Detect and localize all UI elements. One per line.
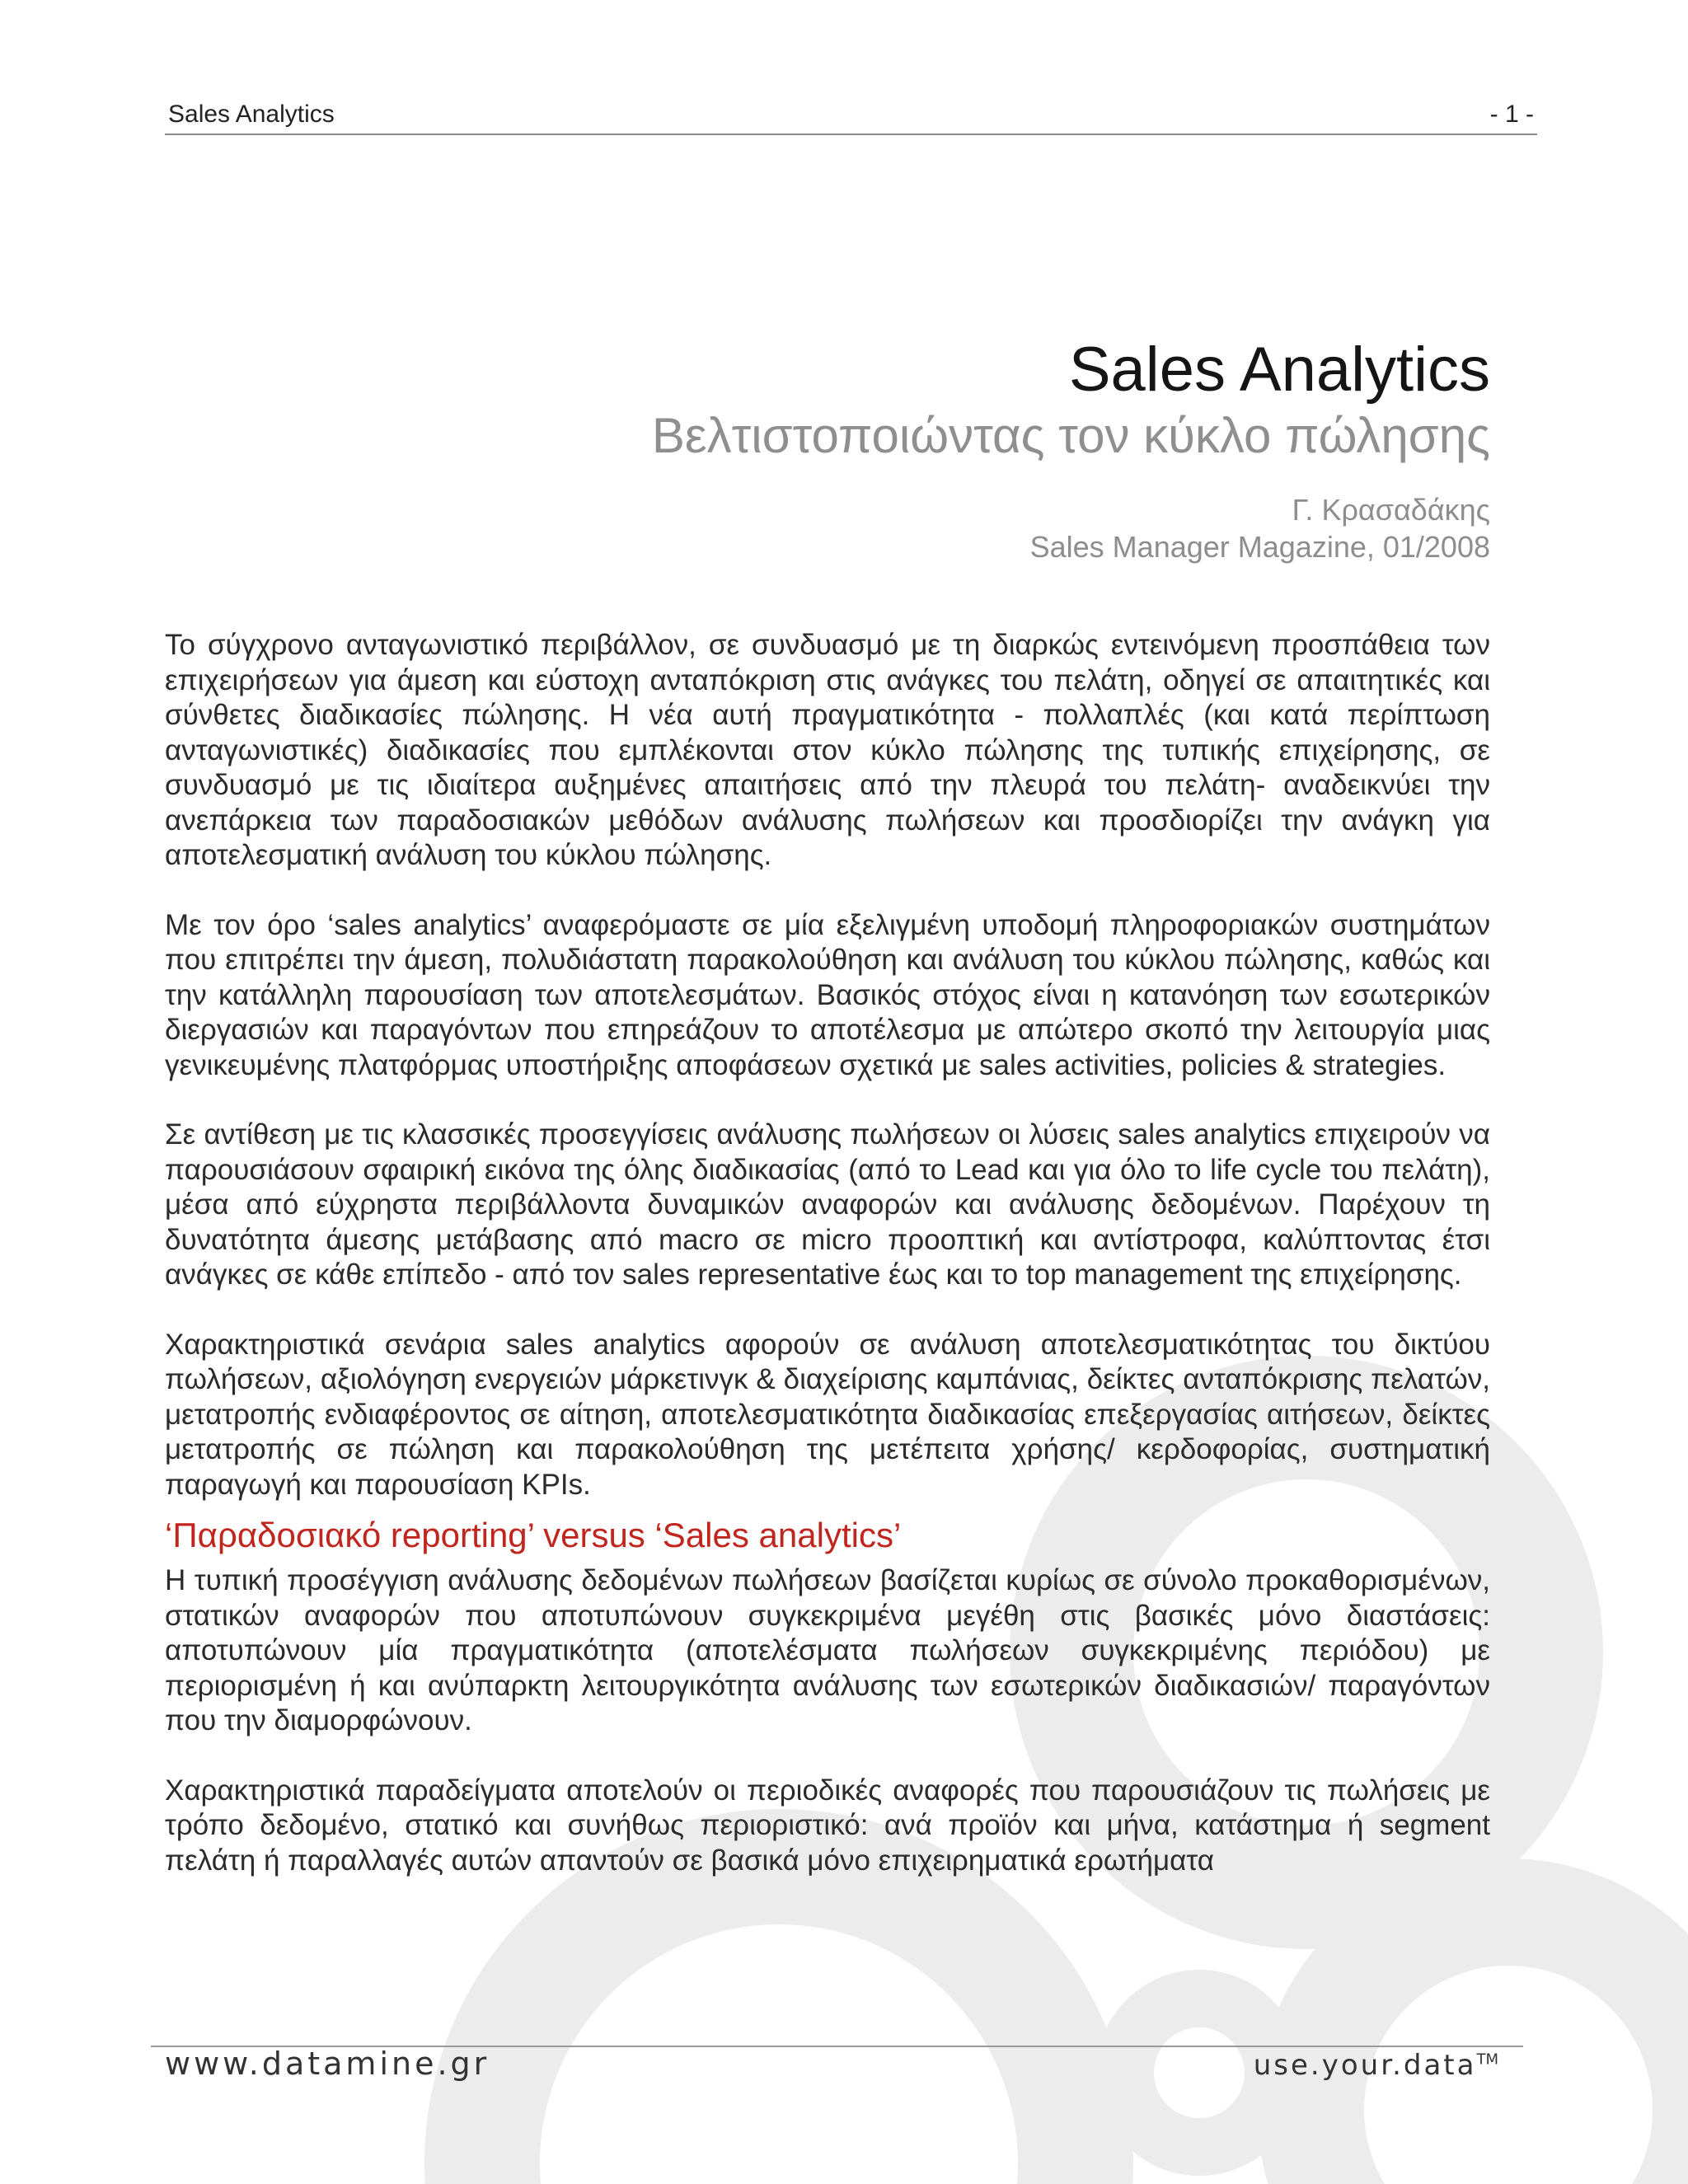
body-paragraph: Σε αντίθεση με τις κλασσικές προσεγγίσεις ανάλυσης πωλήσεων οι λύσεις sales analytics επιχειρούν να παρουσιάσουν σφαιρική εικόνα της όλης διαδικασίας (από το Lead και για όλο το life cycle του πελάτη), μέσα από εύχρηστα περιβάλλοντα δυναμικών αναφορών και ανάλυσης δεδομένων. Παρέχουν τη δυνατότητα άμεσης μετάβασης από macro σε micro προοπτική και αντίστροφα, καλύπτοντας έτσι ανάγκες σε κάθε επίπεδο - από τον sales representative έως και το top management της επιχείρησης. bbox=[165, 1118, 1490, 1291]
trademark-mark: TM bbox=[1476, 2050, 1498, 2069]
body-paragraph: Χαρακτηριστικά παραδείγματα αποτελούν οι περιοδικές αναφορές που παρουσιάζουν τις πωλήσεις με τρόπο δεδομένο, στατικό και συνήθως περιοριστικό: ανά προϊόν και μήνα, κατάστημα ή segment πελάτη ή παραλλαγές αυτών απαντούν σε βασικά μόνο επιχειρηματικά ερωτήματα bbox=[165, 1774, 1490, 1877]
header-title: Sales Analytics bbox=[168, 101, 335, 128]
document-subtitle: Βελτιστοποιώντας τον κύκλο πώλησης bbox=[651, 408, 1490, 464]
body-paragraph: Χαρακτηριστικά σενάρια sales analytics αφορούν σε ανάλυση αποτελεσματικότητας του δικτύου πωλήσεων, αξιολόγηση ενεργειών μάρκετινγκ & διαχείρισης καμπάνιας, δείκτες ανταπόκρισης πελατών, μετατροπής ενδιαφέροντος σε αίτηση, αποτελεσματικότητα διαδικασίας επεξεργασίας αιτήσεων, δείκτες μετατροπής σε πώληση και παρακολούθηση της μετέπειτα χρήσης/ κερδοφορίας, συστηματική παραγωγή και παρουσίαση KPIs. bbox=[165, 1328, 1490, 1501]
body-paragraph: Το σύγχρονο ανταγωνιστικό περιβάλλον, σε συνδυασμό με τη διαρκώς εντεινόμενη προσπάθεια των επιχειρήσεων για άμεση και εύστοχη ανταπόκριση στις ανάγκες του πελάτη, οδηγεί σε απαιτητικές και σύνθετες διαδικασίες πώλησης. Η νέα αυτή πραγματικότητα - πολλαπλές (και κατά περίπτωση ανταγωνιστικές) διαδικασίες που εμπλέκονται στον κύκλο πώλησης της τυπικής επιχείρησης, σε συνδυασμό με τις ιδιαίτερα αυξημένες απαιτήσεις από την πλευρά του πελάτη- αναδεικνύει την ανεπάρκεια των παραδοσιακών μεθόδων ανάλυσης πωλήσεων και προσδιορίζει την ανάγκη για αποτελεσματική ανάλυση του κύκλου πώλησης. bbox=[165, 629, 1490, 871]
author-name: Γ. Κρασαδάκης bbox=[1292, 493, 1490, 527]
article-body bbox=[165, 628, 1490, 1913]
section-heading: ‘Παραδοσιακό reporting’ versus ‘Sales analytics’ bbox=[165, 1516, 902, 1554]
body-paragraph: Με τον όρο ‘sales analytics’ αναφερόμαστε σε μία εξελιγμένη υποδομή πληροφοριακών συστημάτων που επιτρέπει την άμεση, πολυδιάστατη παρακολούθηση και ανάλυση του κύκλου πώλησης, καθώς και την κατάλληλη παρουσίαση των αποτελεσμάτων. Βασικός στόχος είναι η κατανόηση των εσωτερικών διεργασιών και παραγόντων που επηρεάζουν το αποτέλεσμα με απώτερο σκοπό την λειτουργία μιας γενικευμένης πλατφόρμας υποστήριξης αποφάσεων σχετικά με sales activities, policies & strategies. bbox=[165, 908, 1490, 1081]
document-title: Sales Analytics bbox=[1068, 335, 1490, 405]
tagline-text: use.your.data bbox=[1253, 2049, 1477, 2082]
footer-website-link[interactable]: www.datamine.gr bbox=[165, 2046, 490, 2082]
page-number: - 1 - bbox=[1489, 101, 1534, 128]
page-header bbox=[165, 97, 1537, 135]
body-paragraph: Η τυπική προσέγγιση ανάλυσης δεδομένων πωλήσεων βασίζεται κυρίως σε σύνολο προκαθορισμένων, στατικών αναφορών που αποτυπώνουν συγκεκριμένα μεγέθη στις βασικές μόνο διαστάσεις: αποτυπώνουν μία πραγματικότητα (αποτελέσματα πωλήσεων συγκεκριμένης περιόδου) με περιορισμένη ή και ανύπαρκτη λειτουργικότητα ανάλυσης των εσωτερικών διαδικασιών/ παραγόντων που την διαμορφώνουν. bbox=[165, 1564, 1490, 1736]
publication-source: Sales Manager Magazine, 01/2008 bbox=[1029, 530, 1490, 565]
footer-tagline bbox=[1254, 2049, 1498, 2082]
title-block bbox=[419, 334, 1490, 565]
